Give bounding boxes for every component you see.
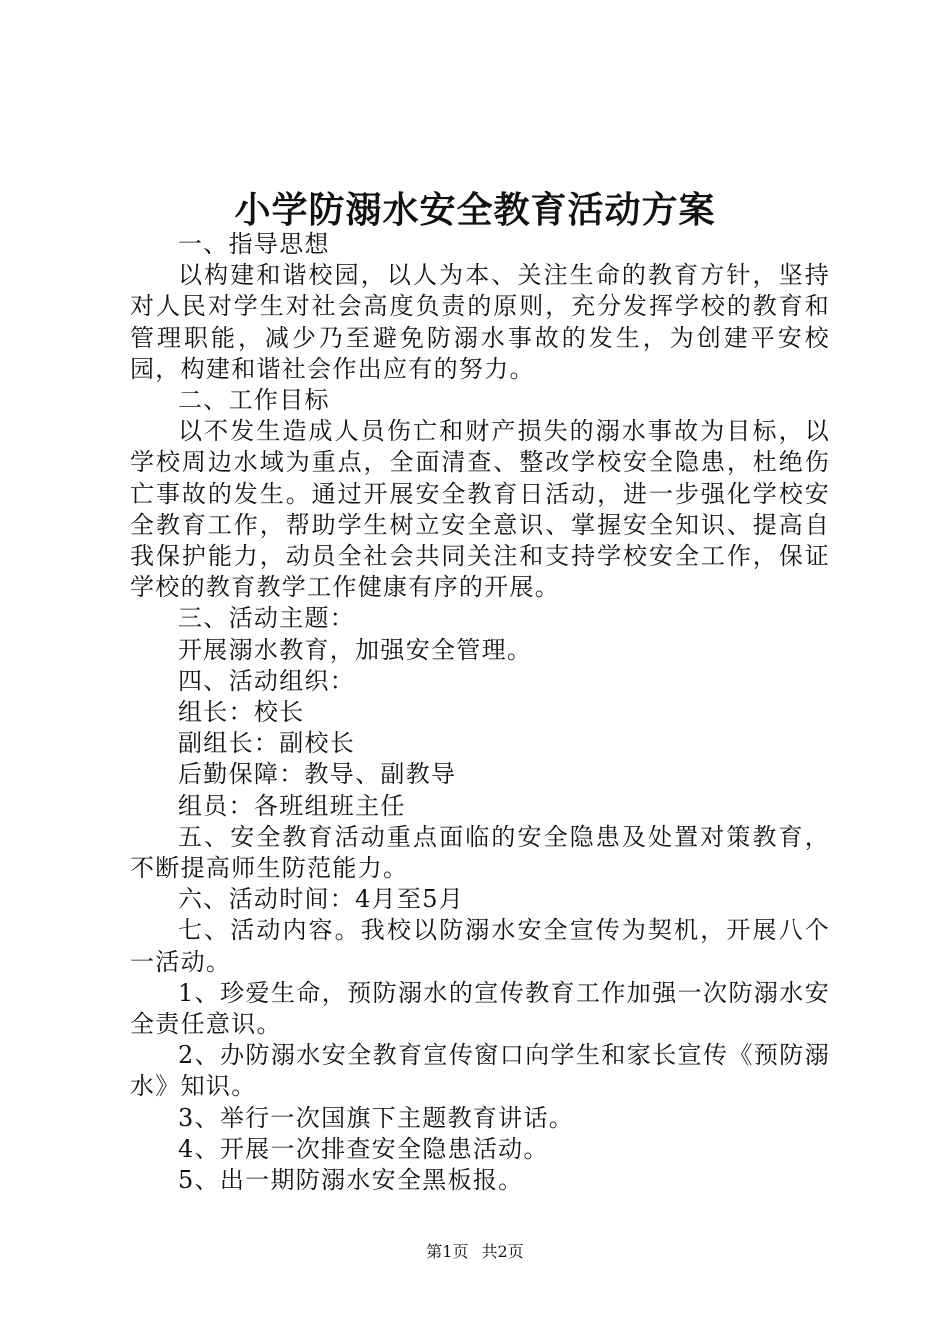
paragraph: 组长：校长 bbox=[178, 698, 305, 727]
page-number: 第1页 bbox=[426, 1242, 469, 1261]
section-heading: 六、活动时间：4月至5月 bbox=[178, 885, 465, 914]
section-heading: 一、指导思想 bbox=[178, 230, 330, 258]
paragraph: 以构建和谐校园，以人为本、关注生命的教育方针，坚持对人民对学生对社会高度负责的原则，充分发挥学校的教育和管理职能，减少乃至避免防溺水事故的发生，为创建平安校园，构建和谐社会作出应有的努力。 bbox=[130, 261, 830, 383]
document-title: 小学防溺水安全教育活动方案 bbox=[234, 189, 716, 231]
list-item: 2、办防溺水安全教育宣传窗口向学生和家长宣传《预防溺水》知识。 bbox=[130, 1041, 830, 1101]
list-item: 5、出一期防溺水安全黑板报。 bbox=[178, 1166, 524, 1195]
section-heading: 三、活动主题： bbox=[178, 604, 356, 633]
section-heading: 五、安全教育活动重点面临的安全隐患及处置对策教育，不断提高师生防范能力。 bbox=[130, 822, 830, 883]
section-heading: 二、工作目标 bbox=[178, 386, 330, 415]
paragraph: 以不发生造成人员伤亡和财产损失的溺水事故为目标，以学校周边水域为重点，全面清查、整改学校安全隐患，杜绝伤亡事故的发生。通过开展安全教育日活动，进一步强化学校安全教育工作，帮助学生树立安全意识、掌握安全知识、提高自我保护能力，动员全社会共同关注和支持学校安全工作，保证学校的教育教学工作健康有序的开展。 bbox=[130, 417, 830, 602]
paragraph: 开展溺水教育，加强安全管理。 bbox=[178, 635, 533, 664]
list-item: 3、举行一次国旗下主题教育讲话。 bbox=[178, 1103, 575, 1132]
section-heading: 七、活动内容。我校以防溺水安全宣传为契机，开展八个一活动。 bbox=[130, 916, 830, 976]
list-item: 1、珍爱生命，预防溺水的宣传教育工作加强一次防溺水安全责任意识。 bbox=[130, 978, 830, 1039]
paragraph: 组员：各班组班主任 bbox=[178, 791, 406, 820]
paragraph: 后勤保障：教导、副教导 bbox=[178, 760, 457, 789]
page-total: 共2页 bbox=[481, 1242, 524, 1261]
paragraph: 副组长：副校长 bbox=[178, 729, 356, 758]
document-body bbox=[130, 229, 830, 1196]
page-footer bbox=[0, 1240, 950, 1264]
section-heading: 四、活动组织： bbox=[178, 666, 356, 695]
list-item: 4、开展一次排查安全隐患活动。 bbox=[178, 1134, 549, 1163]
